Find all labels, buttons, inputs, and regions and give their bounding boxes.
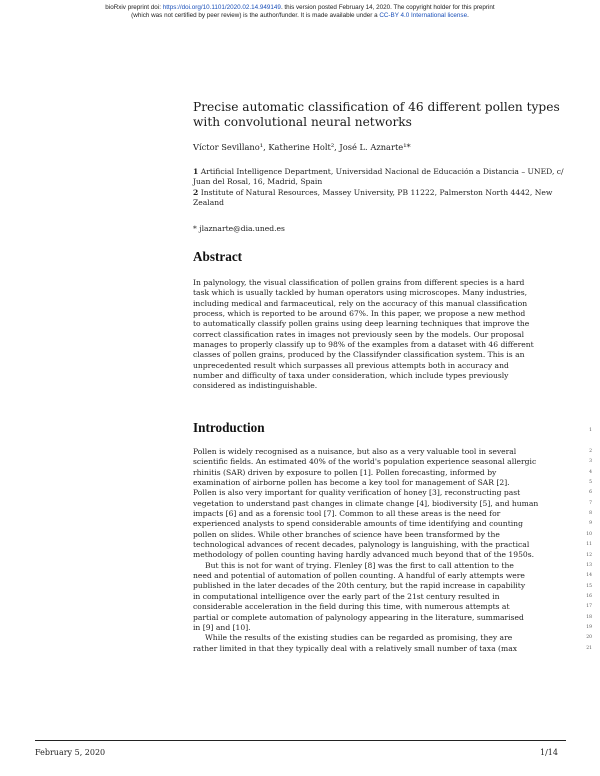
abstract-line: task which is usually tackled by human operators using microscopes. Many industries, [193,288,528,298]
line-number: 5 [589,480,592,486]
introduction-line: methodology of pollen counting having hardly advanced much beyond that of the 1950s. [193,550,535,560]
license-link[interactable]: CC-BY 4.0 International license [379,12,468,20]
line-number: 6 [589,490,592,496]
line-number: 15 [586,583,592,589]
introduction-line: rather limited in that they typically deal with a relatively small number of taxa (max [193,643,518,653]
introduction-line: scientific fields. An estimated 40% of the world's population experience seasonal allergic [193,457,537,467]
introduction-line: Pollen is widely recognised as a nuisance, but also as a very valuable tool in several [193,447,517,456]
abstract-line: considered as indistinguishable. [193,381,318,391]
line-number: 11 [586,542,592,548]
introduction-line: need and potential of automation of pollen counting. A handful of early attempts were [193,571,525,581]
line-number: 20 [586,635,592,641]
line-number: 3 [589,459,592,465]
corresponding-email: * jlaznarte@dia.uned.es [193,224,285,233]
paper-title: Precise automatic classification of 46 different pollen types with convolutional neural networks [193,100,560,129]
line-number: 10 [586,531,592,537]
line-number: 17 [586,604,592,610]
introduction-line: examination of airborne pollen has become a key tool for management of SAR [2]. [193,478,510,488]
introduction-line: in computational intelligence over the early part of the 21st century resulted in [193,591,500,601]
line-number: 14 [586,573,592,579]
line-number: 16 [586,593,592,599]
abstract-line: process, which is reported to be around 67%. In this paper, we propose a new method [193,309,526,319]
introduction-line: published in the later decades of the 20th century, but the rapid increase in capability [193,581,526,591]
abstract-line: number and difficulty of taxa under consideration, which include types previously [193,371,509,381]
line-number: 13 [586,562,592,568]
line-number: 8 [589,511,592,517]
line-number: 4 [589,469,592,475]
banner-line-2: (which was not certified by peer review) is the author/funder. It is made available under a CC-BY 4.0 International license. [131,12,469,20]
abstract-body [193,278,570,392]
abstract-heading: Abstract [193,249,243,264]
introduction-heading: Introduction [193,420,265,435]
abstract-line: manages to properly classify up to 98% of the examples from a dataset with 46 different [193,340,534,350]
line-number: 2 [589,449,592,454]
introduction-line: vegetation to understand past changes in climate change [4], biodiversity [5], and human [193,498,539,508]
line-number: 19 [586,624,592,630]
banner-line-1: bioRxiv preprint doi: https://doi.org/10.1101/2020.02.14.949149. this version posted February 14, 2020. The copyright holder for this preprint [105,4,495,11]
affiliation-1: 1 Artificial Intelligence Department, Universidad Nacional de Educación a Distancia – UNED, c/ Juan del Rosal, 16, Madrid, Spain [193,167,564,187]
abstract-line: In palynology, the visual classification of pollen grains from different species is a hard [193,278,525,287]
introduction-line: in [9] and [10]. [193,622,251,632]
preprint-banner [0,4,600,20]
introduction-line: partial or complete automation of palynology appearing in the literature, summarised [193,612,524,622]
footer-date: February 5, 2020 [35,748,106,757]
abstract-line: classes of pollen grains, produced by the Classifynder classification system. This is an [193,350,525,360]
page-number: 1/14 [540,748,558,757]
introduction-line: While the results of the existing studies can be regarded as promising, they are [205,633,513,643]
line-number: 21 [586,645,592,651]
abstract-line: to automatically classify pollen grains using deep learning techniques that improve the [193,319,530,329]
introduction-line: pollen on slides. While other branches of science have been transformed by the [193,529,500,539]
introduction-line: impacts [6] and as a forensic tool [7]. Common to all these areas is the need for [193,509,501,519]
line-number: 9 [589,521,592,527]
introduction-line: technological advances of recent decades, palynology is languishing, with the practical [193,540,530,550]
line-number: 18 [586,614,592,620]
footer-rule [35,740,566,741]
abstract-line: including medical and farmaceutical, rely on the accuracy of this manual classification [193,298,528,308]
abstract-line: correct classification rates in images not previously seen by the models. Our proposal [193,329,525,339]
introduction-line: rhinitis (SAR) driven by exposure to pollen [1]. Pollen forecasting, informed by [193,467,497,477]
line-number: 7 [589,500,592,506]
introduction-line: considerable acceleration in the field during this time, with numerous attempts at [193,602,510,612]
affiliation-2: 2 Institute of Natural Resources, Massey University, PB 11222, Palmerston North 4442, New Zealand [193,188,553,208]
introduction-line: Pollen is also very important for quality verification of honey [3], reconstructing past [193,488,521,498]
line-number: 1 [589,428,592,433]
abstract-line: unprecedented result which surpasses all previous attempts both in accuracy and [193,360,509,370]
introduction-line: experienced analysts to spend considerable amounts of time identifying and counting [193,519,523,529]
doi-link[interactable]: https://doi.org/10.1101/2020.02.14.949149 [162,4,281,11]
line-number: 12 [586,552,592,558]
introduction-line: But this is not for want of trying. Flenley [8] was the first to call attention to the [205,560,514,570]
author-list: Víctor Sevillano¹, Katherine Holt², José L. Aznarte¹* [193,142,411,152]
introduction-body [193,447,570,654]
